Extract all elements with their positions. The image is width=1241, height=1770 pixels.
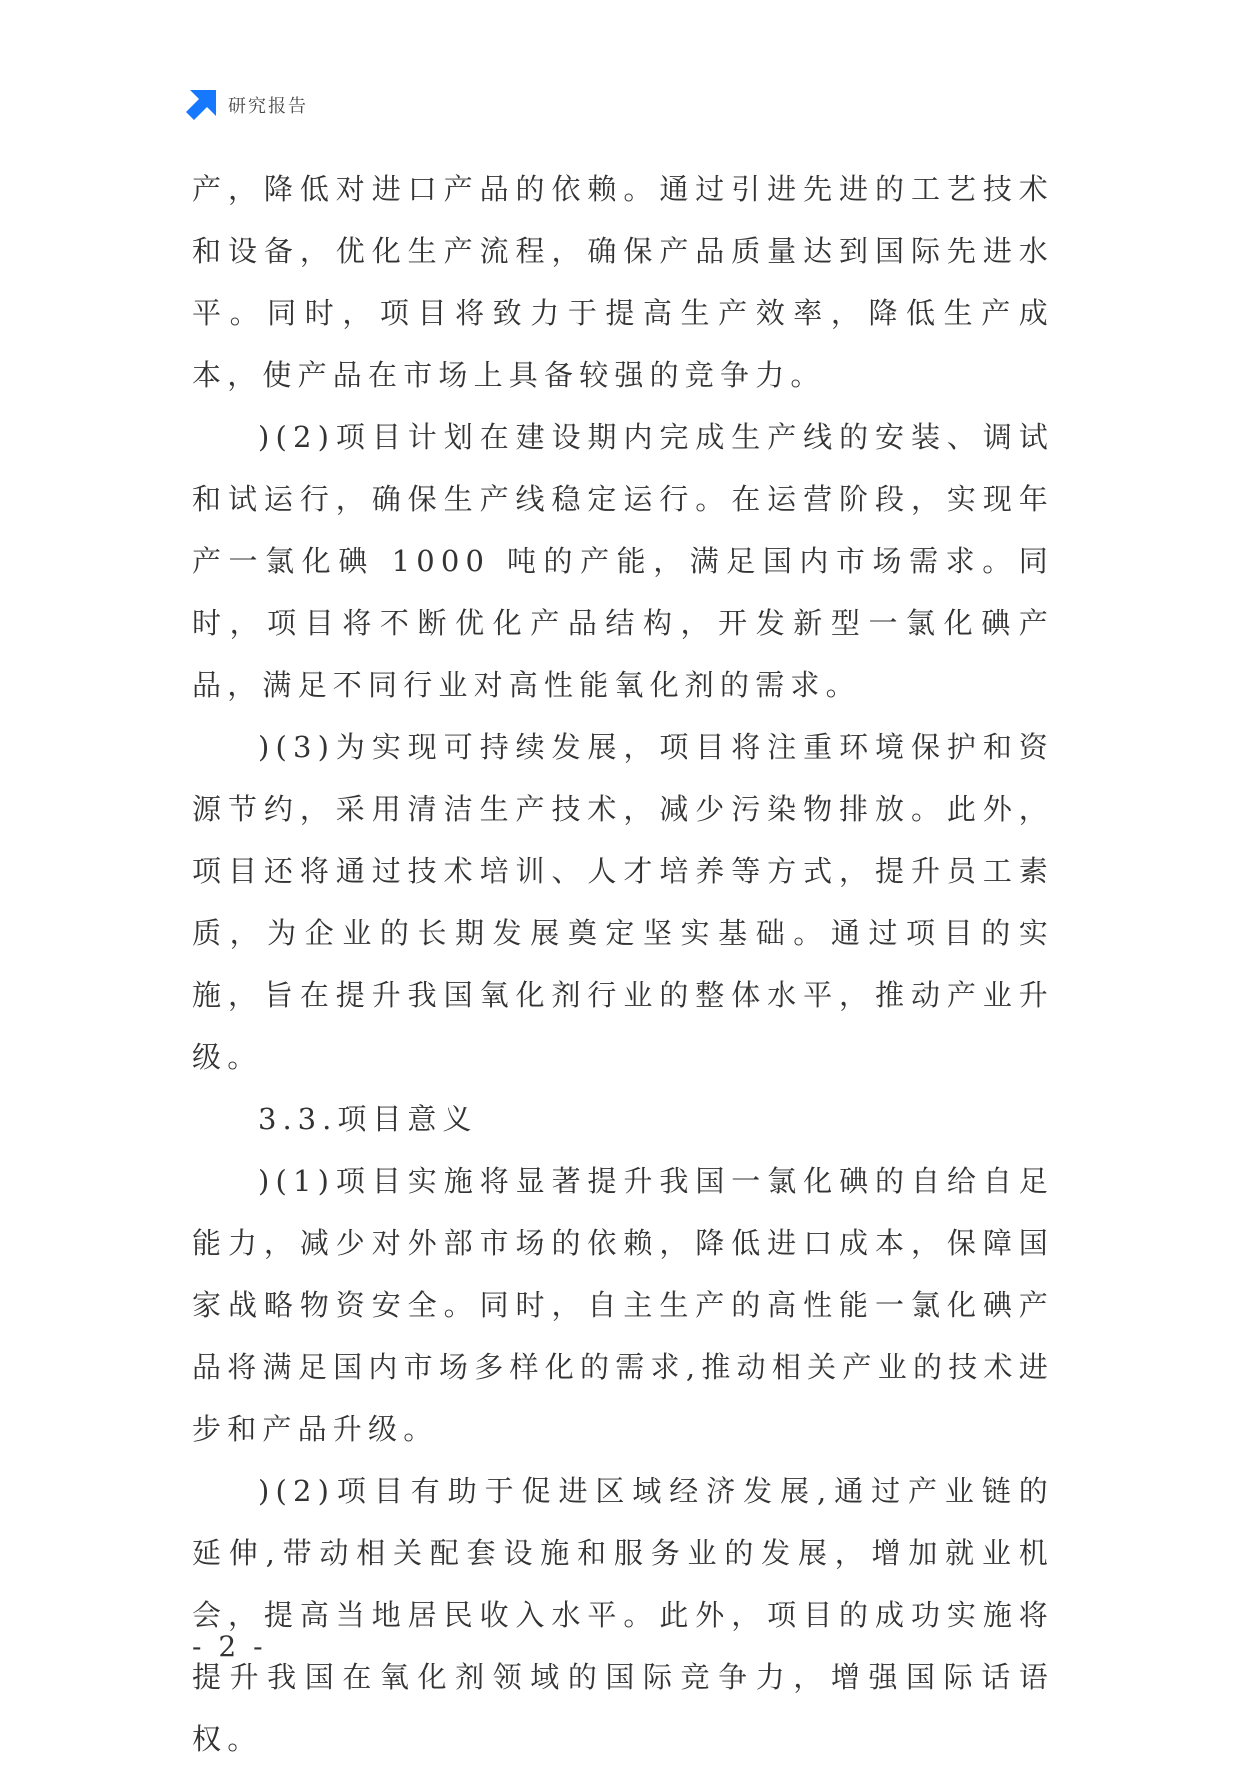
- paragraph-goal-2: )(2)项目计划在建设期内完成生产线的安装、调试和试运行，确保生产线稳定运行。在运营阶段，实现年产一氯化碘 1000 吨的产能，满足国内市场需求。同时，项目将不断优化产品结构，开发新型一氯化碘产品，满足不同行业对高性能氧化剂的需求。: [192, 420, 1054, 702]
- document-body: [192, 158, 1054, 1770]
- paragraph-continuation: 产，降低对进口产品的依赖。通过引进先进的工艺技术和设备，优化生产流程，确保产品质量达到国际先进水平。同时，项目将致力于提高生产效率，降低生产成本，使产品在市场上具备较强的竞争力。: [192, 172, 1054, 392]
- paragraph-significance-2: )(2)项目有助于促进区域经济发展,通过产业链的延伸,带动相关配套设施和服务业的发展，增加就业机会，提高当地居民收入水平。此外，项目的成功实施将提升我国在氧化剂领域的国际竞争力，增强国际话语权。: [192, 1474, 1054, 1756]
- arrow-up-right-icon: [186, 90, 216, 120]
- section-heading: 3.3.项目意义: [258, 1102, 478, 1136]
- page-number: - 2 -: [192, 1630, 267, 1663]
- paragraph-goal-3: )(3)为实现可持续发展，项目将注重环境保护和资源节约，采用清洁生产技术，减少污染物排放。此外，项目还将通过技术培训、人才培养等方式，提升员工素质，为企业的长期发展奠定坚实基础。通过项目的实施，旨在提升我国氧化剂行业的整体水平，推动产业升级。: [192, 730, 1054, 1074]
- page-header: [186, 88, 308, 122]
- paragraph-significance-1: )(1)项目实施将显著提升我国一氯化碘的自给自足能力，减少对外部市场的依赖，降低进口成本，保障国家战略物资安全。同时，自主生产的高性能一氯化碘产品将满足国内市场多样化的需求,推动相关产业的技术进步和产品升级。: [192, 1164, 1054, 1446]
- header-title: 研究报告: [228, 96, 308, 117]
